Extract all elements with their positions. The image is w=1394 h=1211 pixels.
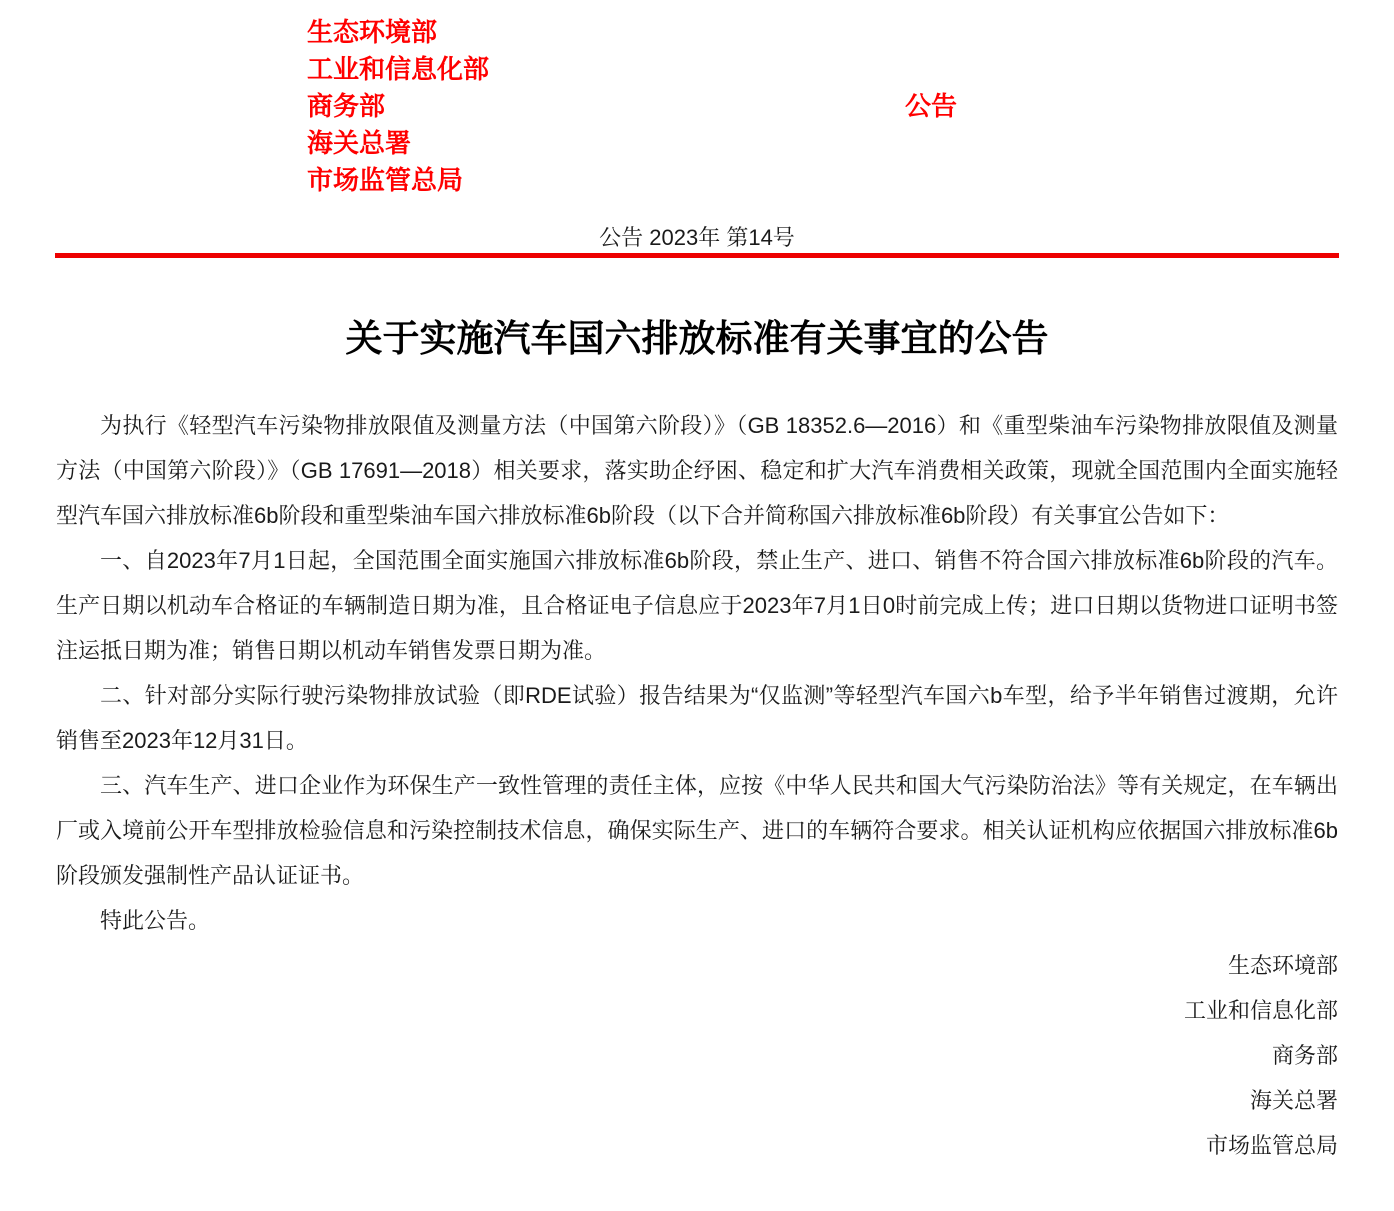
signature-agency: 生态环境部 [1227,953,1338,978]
agency-name: 工业和信息化部 [307,54,490,84]
doc-number: 公告 2023年 第14号 [599,225,795,250]
signature-agency: 市场监管总局 [1205,1133,1338,1158]
body-paragraph: 二、针对部分实际行驶污染物排放试验（即RDE试验）报告结果为“仅监测”等轻型汽车国六b车型，给予半年销售过渡期，允许销售至2023年12月31日。 [56,683,1338,753]
agency-name: 市场监管总局 [307,165,464,195]
issuing-agencies [307,14,1394,199]
document-body [56,403,1338,1168]
red-divider [55,253,1339,258]
agency-name: 海关总署 [307,128,412,158]
document-header [0,0,1394,199]
body-paragraph: 一、自2023年7月1日起，全国范围全面实施国六排放标准6b阶段，禁止生产、进口、销售不符合国六排放标准6b阶段的汽车。生产日期以机动车合格证的车辆制造日期为准，且合格证电子信息应于2023年7月1日0时前完成上传；进口日期以货物进口证明书签注运抵日期为准；销售日期以机动车销售发票日期为准。 [56,548,1338,663]
signature-agency: 商务部 [1271,1043,1338,1068]
signature-agency: 工业和信息化部 [1183,998,1338,1023]
body-paragraph: 三、汽车生产、进口企业作为环保生产一致性管理的责任主体，应按《中华人民共和国大气污染防治法》等有关规定，在车辆出厂或入境前公开车型排放检验信息和污染控制技术信息，确保实际生产、进口的车辆符合要求。相关认证机构应依据国六排放标准6b阶段颁发强制性产品认证证书。 [56,773,1338,888]
agency-name: 生态环境部 [307,17,438,47]
notice-type-label: 公告 [905,91,958,121]
signature-block [56,943,1338,1168]
signature-agency: 海关总署 [1249,1088,1338,1113]
agency-name: 商务部 [307,91,386,121]
body-paragraph: 特此公告。 [100,908,211,933]
document-title: 关于实施汽车国六排放标准有关事宜的公告 [345,318,1049,359]
body-paragraph: 为执行《轻型汽车污染物排放限值及测量方法（中国第六阶段）》（GB 18352.6—2016）和《重型柴油车污染物排放限值及测量方法（中国第六阶段）》（GB 17691—2018）相关要求，落实助企纾困、稳定和扩大汽车消费相关政策，现就全国范围内全面实施轻型汽车国六排放标准6b阶段和重型柴油车国六排放标准6b阶段（以下合并简称国六排放标准6b阶段）有关事宜公告如下： [56,413,1338,528]
